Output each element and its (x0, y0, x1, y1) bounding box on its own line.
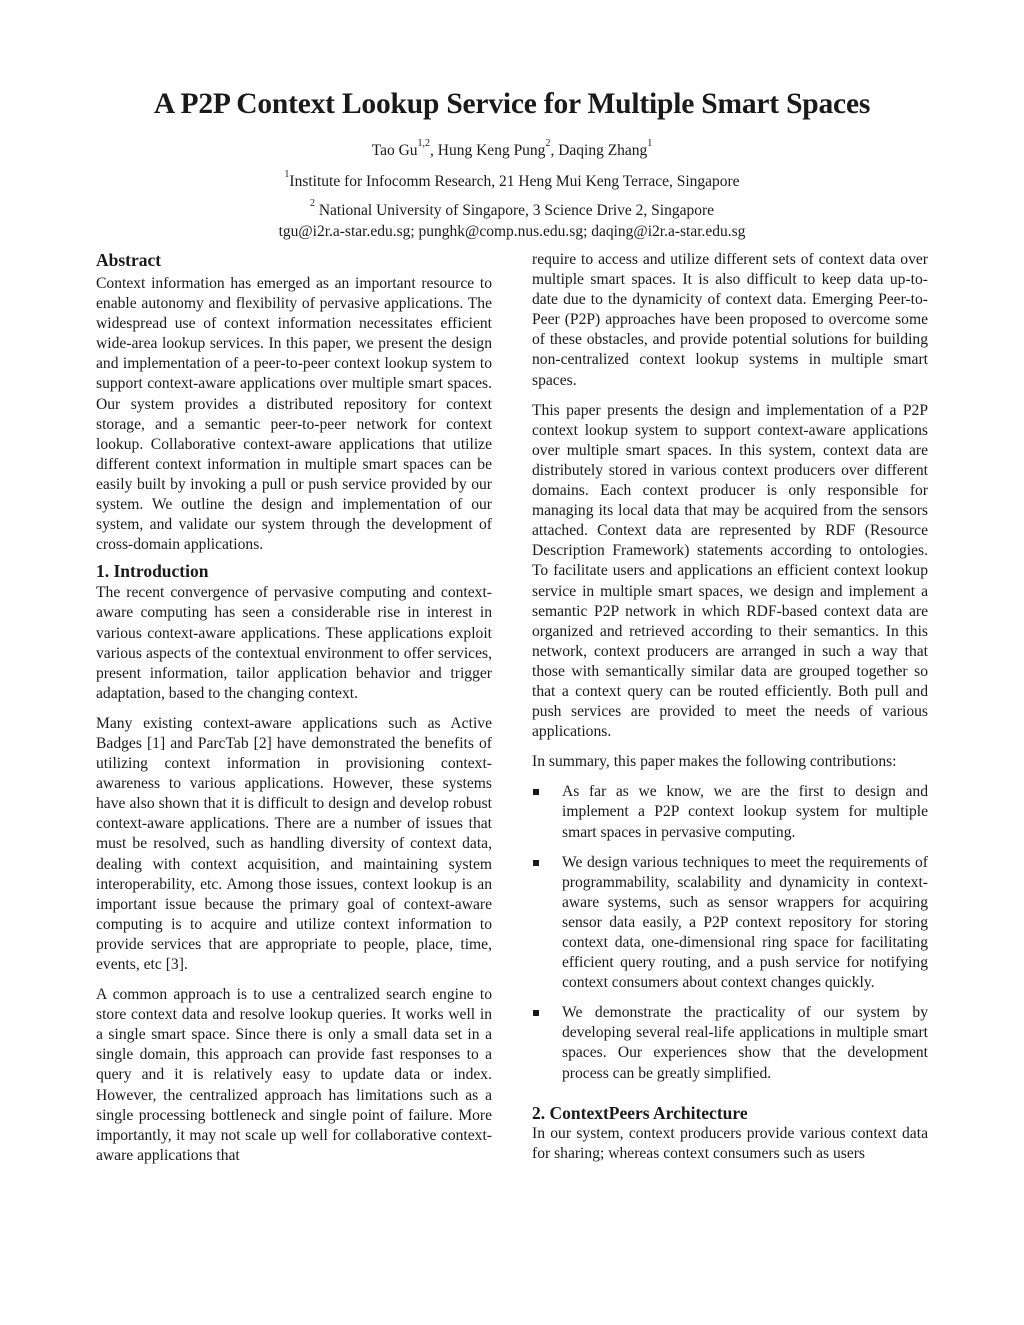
bullet-square-icon (533, 860, 539, 866)
left-column (96, 248, 492, 1166)
author-line (0, 137, 1024, 160)
affiliation-2 (0, 197, 1024, 220)
bullet-square-icon (533, 789, 539, 795)
paragraph: Many existing context-aware applications such as Active Badges [1] and ParcTab [2] have demonstrated the benefits of utilizing context information in provisioning context-awareness to various applications. However, these systems have also shown that it is difficult to design and develop robust context-aware applications. There are a number of issues that must be resolved, such as handling diversity of context data, dealing with context acquisition, and maintaining system interoperability, etc. Among those issues, context lookup is an important issue because the primary goal of context-aware computing is to acquire and utilize context information to provide services that are appropriate to people, place, time, events, etc [3]. (96, 714, 492, 973)
architecture-heading: 2. ContextPeers Architecture (532, 1102, 748, 1123)
author-separator: , (550, 142, 559, 159)
abstract-heading: Abstract (96, 250, 162, 270)
paragraph: require to access and utilize different sets of context data over multiple smart spaces. It is also difficult to keep data up-to-date due to the dynamicity of context data. Emerging Peer-to-Peer (P2P) approaches have been proposed to overcome some of these obstacles, and provide potential solutions for building non-centralized context lookup systems in multiple smart spaces. (532, 251, 928, 389)
introduction-heading: 1. Introduction (96, 561, 209, 582)
paragraph: The recent convergence of pervasive computing and context-aware computing has seen a considerable rise in interest in various context-aware applications. These applications exploit various aspects of the contextual environment to offer services, present information, tailor application behavior and trigger adaptation, based to the changing context. (96, 584, 492, 702)
author-name: Tao Gu (371, 142, 418, 159)
paragraph: A common approach is to use a centralized search engine to store context data and resolve lookup queries. It works well in a single smart space. Since there is only a small data set in a single domain, this approach can provide fast responses to a query and it is relatively easy to update data or index. However, the centralized approach has limitations such as a single processing bottleneck and single point of failure. More importantly, it may not scale up well for collaborative context-aware applications that (96, 986, 492, 1164)
list-item-text: We demonstrate the practicality of our system by developing several real-life applications in multiple smart spaces. Our experiences show that the development process can be greatly simplified. (562, 1004, 928, 1082)
affiliation-superscript: 2 (309, 197, 315, 209)
author-superscript: 2 (545, 137, 551, 149)
author-separator: , (430, 142, 438, 159)
author-name: Hung Keng Pung (437, 142, 546, 159)
affiliation-1 (0, 168, 1024, 191)
list-item (532, 782, 928, 842)
list-item (532, 853, 928, 994)
author-name: Daqing Zhang (558, 142, 648, 159)
author-emails: tgu@i2r.a-star.edu.sg; punghk@comp.nus.edu.sg; daqing@i2r.a-star.edu.sg (278, 223, 746, 240)
abstract-text: Context information has emerged as an important resource to enable autonomy and flexibility of pervasive applications. The widespread use of context information necessitates efficient wide-area lookup services. In this paper, we present the design and implementation of a peer-to-peer context lookup system to support context-aware applications over multiple smart spaces. Our system provides a distributed repository for context storage, and a semantic peer-to-peer network for context lookup. Collaborative context-aware applications that utilize different context information in multiple smart spaces can be easily built by invoking a pull or push service provided by our system. We outline the design and implementation of our system, and validate our system through the development of cross-domain applications. (96, 275, 492, 554)
affiliation-superscript: 1 (284, 168, 290, 180)
list-item-text: We design various techniques to meet the requirements of programmability, scalability and dynamicity in context-aware systems, such as sensor wrappers for acquiring sensor data easily, a P2P context repository for storing context data, one-dimensional ring space for facilitating efficient query routing, and a push service for notifying context consumers about context changes quickly. (562, 853, 928, 992)
affiliation-text: Institute for Infocomm Research, 21 Heng Mui Keng Terrace, Singapore (289, 173, 740, 190)
author-superscript: 1 (647, 137, 653, 149)
author-superscript: 1,2 (417, 137, 431, 149)
contribution-list (532, 782, 928, 1083)
bullet-square-icon (533, 1010, 539, 1016)
list-item-text: As far as we know, we are the first to design and implement a P2P context lookup system for multiple smart spaces in pervasive computing. (562, 783, 928, 841)
paragraph: This paper presents the design and implementation of a P2P context lookup system to support context-aware applications over multiple smart spaces. In this system, context data are distributely stored in various context producers over different domains. Each context producer is only responsible for managing its local data that may be acquired from the sensors attached. Context data are represented by RDF (Resource Description Framework) statements according to ontologies. To facilitate users and applications an efficient context lookup service in multiple smart spaces, we design and implement a semantic P2P network in which RDF-based context data are organized and retrieved according to their semantics. In this network, context producers are arranged in such a way that those with semantically similar data are grouped together so that a context query can be routed efficiently. Both pull and push services are provided to meet the needs of various applications. (532, 401, 928, 741)
affiliation-text: National University of Singapore, 3 Science Drive 2, Singapore (318, 202, 715, 219)
list-item (532, 1003, 928, 1083)
paragraph: In our system, context producers provide various context data for sharing; whereas context consumers such as users (532, 1124, 928, 1162)
paragraph: In summary, this paper makes the following contributions: (532, 753, 897, 771)
paper-title: A P2P Context Lookup Service for Multiple Smart Spaces (153, 88, 871, 120)
right-column (532, 250, 928, 1164)
